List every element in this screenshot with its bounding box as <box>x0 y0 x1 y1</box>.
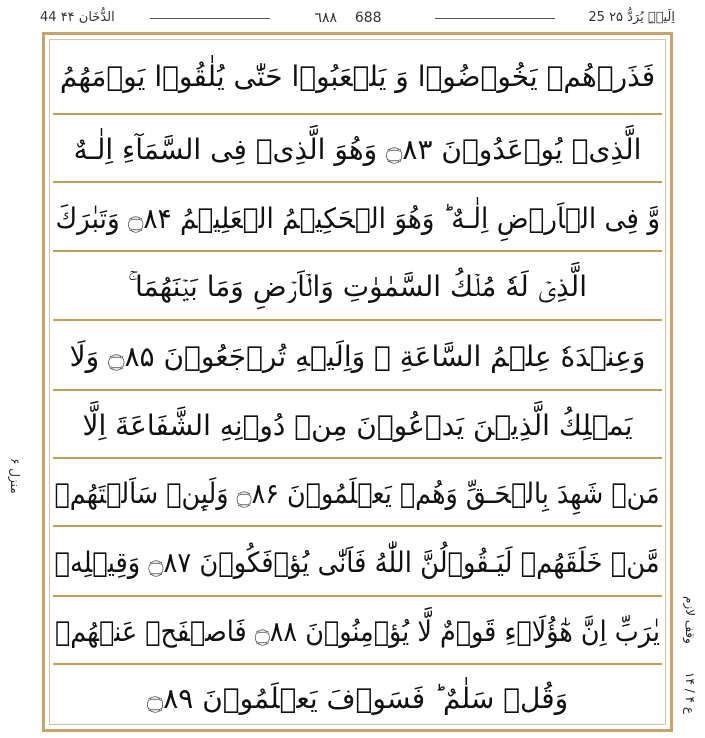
text-line: يَمۡلِكُ الَّذِيۡنَ يَدۡعُوۡنَ مِنۡ دُوۡنِهِ الشَّفَاعَةَ اِلَّا <box>82 408 633 442</box>
page-frame <box>42 32 673 732</box>
page-number-urdu: ٦٨٨ <box>314 10 337 26</box>
manzil-marker: منزل ۶ <box>8 458 22 494</box>
surah-name: 44 الدُّخَان ۴۴ <box>40 10 115 25</box>
ruku-marker: ع ۴ / ۱۴ <box>683 672 697 714</box>
line-separator <box>53 113 662 115</box>
header-rule-left <box>150 18 270 19</box>
text-line: مَّنۡ خَلَقَهُمۡ لَيَـقُوۡلُنَّ اللّٰهُ فَاَنّٰى يُؤۡفَكُوۡنَ ۝۸۷ وَقِيۡلِهٖ <box>54 545 661 579</box>
line-separator <box>53 457 662 459</box>
header-rule-right <box>435 18 555 19</box>
text-line: وَّ فِى الۡاَرۡضِ اِلٰـهٌ ؕ وَهُوَ الۡحَكِيۡمُ الۡعَلِيۡمُ ۝۸۴ وَتَبٰرَكَ <box>55 201 660 235</box>
text-line: الَّذِىۡ لَهٗ مُلۡكُ السَّمٰوٰتِ وَالۡاَرۡضِ وَمَا بَيۡنَهُمَا ۚ <box>128 270 587 303</box>
text-line: مَنۡ شَهِدَ بِالۡحَـقِّ وَهُمۡ يَعۡلَمُوۡنَ ۝۸۶ وَلَٮِٕنۡ سَاَلۡتَهُمۡ <box>54 476 661 510</box>
line-separator <box>53 525 662 527</box>
text-line: فَذَرۡهُمۡ يَخُوۡضُوۡا وَ يَلۡعَبُوۡا حَتّٰى يُلٰقُوۡا يَوۡمَهُمُ <box>59 59 656 93</box>
text-line: الَّذِىۡ يُوۡعَدُوۡنَ ۝۸۳ وَهُوَ الَّذِىۡ فِى السَّمَآءِ اِلٰـهٌ <box>73 132 642 166</box>
waqf-lazim-marker: وقف لازم <box>683 596 697 644</box>
line-separator <box>53 319 662 321</box>
page-number-latin: 688 <box>354 10 382 26</box>
line-separator <box>53 389 662 391</box>
line-separator <box>53 181 662 183</box>
text-line: وَعِنۡدَهٗ عِلۡمُ السَّاعَةِ ۚ وَاِلَيۡهِ تُرۡجَعُوۡنَ ۝۸۵ وَلَا <box>69 339 646 373</box>
juz-name: 25 اِلَیۡہِ یُرَدُّ ۲۵ <box>588 10 675 25</box>
page-header <box>40 6 675 28</box>
text-line: وَقُلۡ سَلٰمٌ ؕ فَسَوۡفَ يَعۡلَمُوۡنَ ۝۸۹ <box>146 681 569 715</box>
line-separator <box>53 595 662 597</box>
line-separator <box>53 250 662 252</box>
text-line: يٰرَبِّ اِنَّ هٰٓؤُلَاۤءِ قَوۡمٌ لَّا يُؤۡمِنُوۡنَ ۝۸۸ فَاصۡفَحۡ عَنۡهُمۡ <box>55 614 660 648</box>
page-number <box>288 10 408 26</box>
